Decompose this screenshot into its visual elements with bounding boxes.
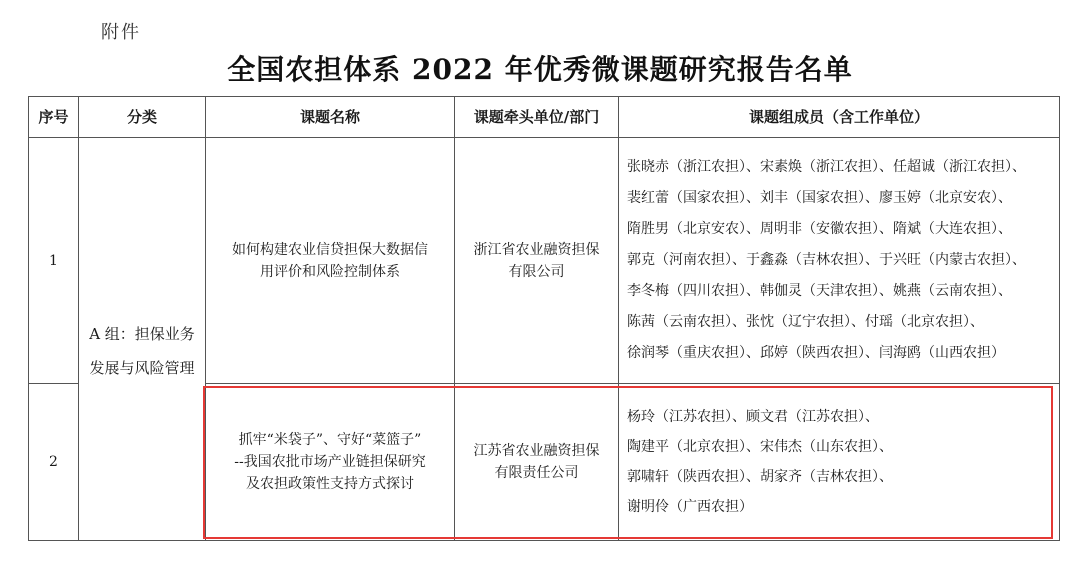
category-label	[79, 321, 205, 381]
category-line: 发展与风险管理	[89, 359, 195, 377]
member-line: 郭克（河南农担）、于鑫淼（吉林农担）、于兴旺（内蒙古农担）、	[627, 252, 1026, 268]
col-header-serial: 序号	[29, 97, 79, 138]
category-line: A 组：担保业务	[89, 325, 195, 343]
topic-line: 及农担政策性支持方式探讨	[246, 476, 414, 492]
award-list-table	[28, 96, 1060, 541]
topic-line: 如何构建农业信贷担保大数据信	[232, 241, 428, 258]
members-cell	[619, 138, 1060, 384]
member-line: 郭啸轩（陕西农担）、胡家齐（吉林农担）、	[627, 469, 893, 485]
members-cell	[619, 384, 1060, 541]
member-line: 陈茜（云南农担）、张忱（辽宁农担）、付瑶（北京农担）、	[627, 314, 984, 330]
topic-line: --我国农批市场产业链担保研究	[234, 454, 426, 470]
col-header-category: 分类	[79, 97, 206, 138]
lead-unit-cell	[455, 384, 619, 541]
member-line: 隋胜男（北京安农）、周明非（安徽农担）、隋斌（大连农担）、	[627, 221, 1012, 237]
topic-line: 抓牢“米袋子”、守好“菜篮子”	[238, 432, 422, 448]
member-line: 徐润琴（重庆农担）、邱婷（陕西农担）、闫海鸥（山西农担）	[627, 345, 1005, 361]
attachment-label: 附件	[101, 22, 141, 43]
col-header-lead-unit: 课题牵头单位/部门	[455, 97, 619, 138]
table-header-row	[29, 97, 1060, 138]
unit-line: 有限公司	[508, 263, 565, 280]
member-line: 裴红蕾（国家农担）、刘丰（国家农担）、廖玉婷（北京安农）、	[627, 190, 1012, 206]
member-line: 张晓赤（浙江农担）、宋素焕（浙江农担）、任超诚（浙江农担）、	[627, 159, 1026, 175]
row-serial: 1	[29, 138, 79, 384]
member-line: 李冬梅（四川农担）、韩伽灵（天津农担）、姚燕（云南农担）、	[627, 283, 1012, 299]
col-header-topic: 课题名称	[206, 97, 455, 138]
lead-unit-cell	[455, 138, 619, 384]
row-serial: 2	[29, 384, 79, 541]
member-line: 杨玲（江苏农担）、顾文君（江苏农担）、	[627, 409, 879, 425]
unit-line: 浙江省农业融资担保	[473, 241, 600, 258]
col-header-members: 课题组成员（含工作单位）	[619, 97, 1060, 138]
unit-line: 有限责任公司	[494, 465, 579, 481]
topic-line: 用评价和风险控制体系	[260, 263, 400, 280]
member-line: 谢明伶（广西农担）	[627, 499, 753, 515]
topic-cell	[206, 138, 455, 384]
topic-cell	[206, 384, 455, 541]
page-title: 全国农担体系 2022 年优秀微课题研究报告名单	[227, 53, 853, 86]
table-row	[29, 138, 1060, 384]
unit-line: 江苏省农业融资担保	[473, 443, 600, 459]
member-line: 陶建平（北京农担）、宋伟杰（山东农担）、	[627, 439, 893, 455]
category-cell	[79, 138, 206, 541]
